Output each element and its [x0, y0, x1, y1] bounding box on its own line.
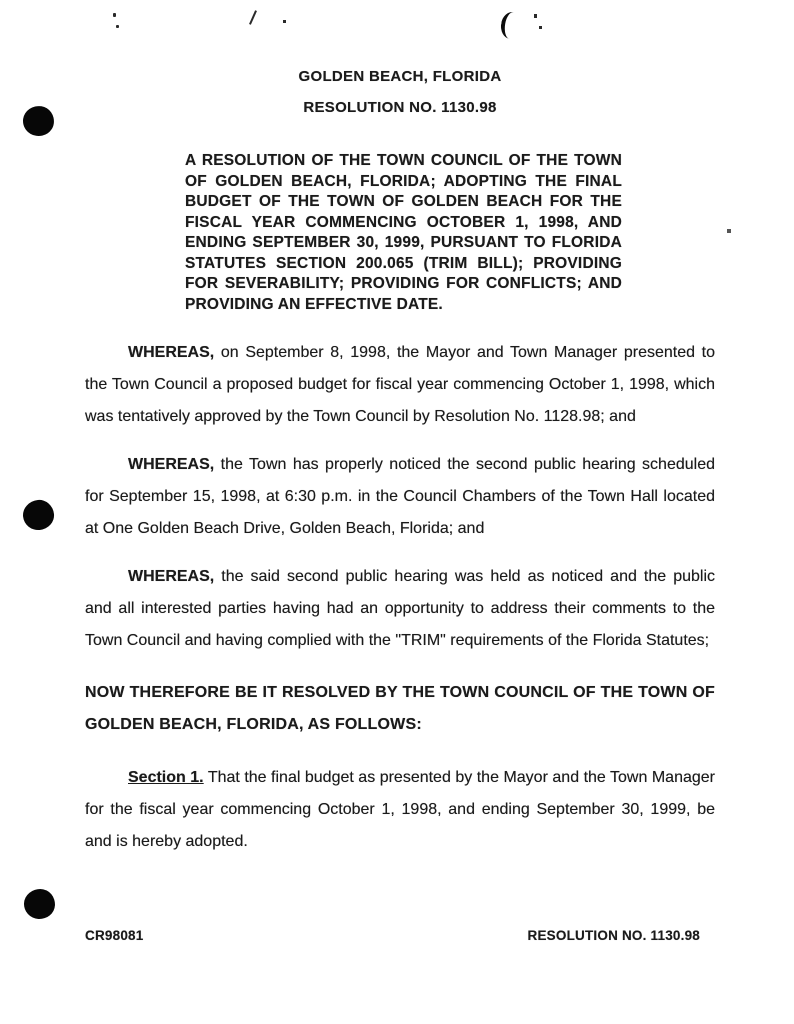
- whereas-clause-2: [85, 449, 715, 545]
- section-1-clause: [85, 762, 715, 858]
- whereas-text: the said second public hearing was held as noticed and the public and all interested parties having had an opportunity to address their comments to the Town Council and having complied with the "TRIM" requirements of the Florida Statutes;: [85, 568, 715, 649]
- scan-artifact-slash: [249, 10, 257, 25]
- document-title-resolution-number: RESOLUTION NO. 1130.98: [303, 99, 497, 116]
- hole-punch-mark-top: [21, 104, 56, 138]
- whereas-lead: WHEREAS,: [128, 344, 215, 361]
- footer-document-code: CR98081: [85, 928, 144, 943]
- whereas-text: on September 8, 1998, the Mayor and Town Manager presented to the Town Council a proposed budget for fiscal year commencing October 1, 1998, which was tentatively approved by the Town Council by Resolution No. 1128.98; and: [85, 344, 715, 425]
- whereas-lead: WHEREAS,: [128, 456, 215, 473]
- section-1-lead: Section 1.: [128, 769, 204, 786]
- scan-artifact-paren-curve: [499, 11, 524, 41]
- document-body: [85, 68, 715, 874]
- hole-punch-mark-middle: [22, 498, 56, 531]
- whereas-text: the Town has properly noticed the second public hearing scheduled for September 15, 1998, at 6:30 p.m. in the Council Chambers of the Town Hall located at One Golden Beach Drive, Golden Beach, Florida; and: [85, 456, 715, 537]
- scan-artifact-speck: [283, 20, 286, 23]
- resolution-summary-block: A RESOLUTION OF THE TOWN COUNCIL OF THE TOWN OF GOLDEN BEACH, FLORIDA; ADOPTING THE FINAL BUDGET OF THE TOWN OF GOLDEN BEACH FOR THE FISCAL YEAR COMMENCING OCTOBER 1, 1998, AND ENDING SEPTEMBER 30, 1999, PURSUANT TO FLORIDA STATUTES SECTION 200.065 (TRIM BILL); PROVIDING FOR SEVERABILITY; PROVIDING FOR CONFLICTS; AND PROVIDING AN EFFECTIVE DATE.: [185, 152, 622, 313]
- whereas-lead: WHEREAS,: [128, 568, 215, 585]
- scan-artifact-speck: [113, 13, 116, 17]
- section-1-text: That the final budget as presented by the Mayor and the Town Manager for the fiscal year commencing October 1, 1998, and ending September 30, 1999, be and is hereby adopted.: [85, 769, 715, 850]
- footer-resolution-reference: RESOLUTION NO. 1130.98: [527, 928, 700, 943]
- page-footer: [85, 928, 700, 943]
- whereas-clause-1: [85, 337, 715, 433]
- resolved-clause: NOW THEREFORE BE IT RESOLVED BY THE TOWN COUNCIL OF THE TOWN OF GOLDEN BEACH, FLORIDA, AS FOLLOWS:: [85, 684, 715, 733]
- document-title-location: GOLDEN BEACH, FLORIDA: [298, 68, 502, 85]
- scan-artifact-speck: [727, 229, 731, 233]
- scan-artifact-speck: [534, 14, 537, 18]
- scan-artifact-speck: [116, 25, 119, 28]
- hole-punch-mark-bottom: [23, 888, 56, 920]
- whereas-clause-3: [85, 561, 715, 657]
- scan-artifact-speck: [539, 26, 542, 29]
